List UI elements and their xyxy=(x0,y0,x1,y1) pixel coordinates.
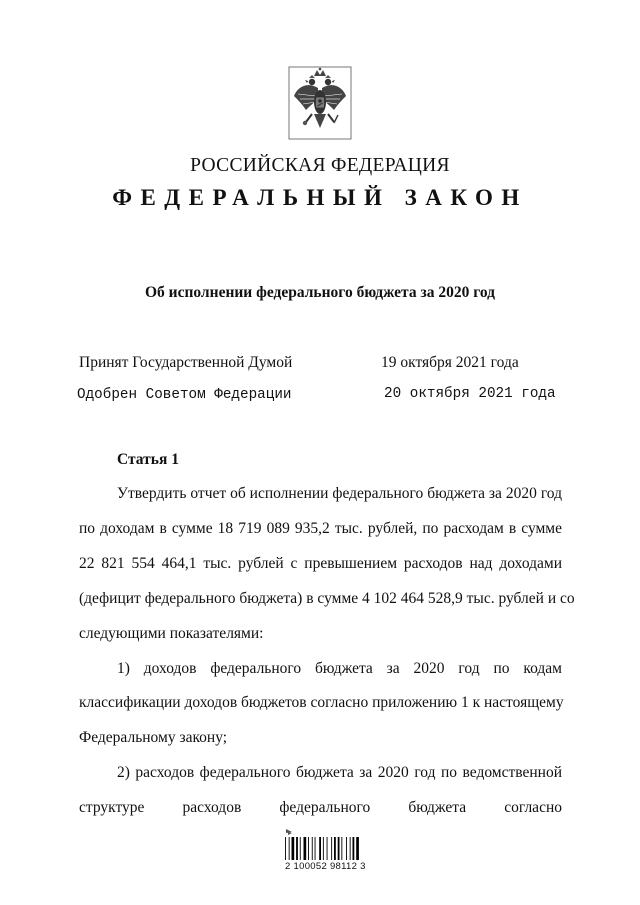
barcode-bar xyxy=(327,837,328,860)
barcode-bar xyxy=(289,837,290,860)
law-title: Об исполнении федерального бюджета за 2020 год xyxy=(144,284,496,301)
document-type: ФЕДЕРАЛЬНЫЙ ЗАКОН xyxy=(112,185,528,210)
barcode-bar xyxy=(308,837,309,860)
article-text-line: классификации доходов бюджетов согласно приложению 1 к настоящему xyxy=(79,694,564,711)
barcode-bar xyxy=(285,837,286,860)
article-text-line: следующими показателями: xyxy=(79,625,264,642)
barcode-bar xyxy=(323,837,324,860)
barcode-bar xyxy=(334,837,336,860)
barcode-bar xyxy=(346,837,347,860)
barcode-bar xyxy=(331,837,332,860)
barcode-bar xyxy=(304,837,307,860)
adopted-by-duma-label: Принят Государственной Думой xyxy=(79,354,293,371)
article-text-line: Утвердить отчет об исполнении федерального бюджета за 2020 год xyxy=(117,485,562,502)
adopted-date: 19 октября 2021 года xyxy=(381,354,519,371)
barcode-bar xyxy=(350,837,351,860)
article-list-item-1: 1) доходов федерального бюджета за 2020 год по кодам xyxy=(117,660,562,677)
barcode-bar xyxy=(341,837,342,860)
article-text-line: (дефицит федерального бюджета) в сумме 4 102 464 528,9 тыс. рублей и со xyxy=(79,590,575,607)
article-text-line: по доходам в сумме 18 719 089 935,2 тыс. рублей, по расходам в сумме xyxy=(79,520,562,537)
barcode-bar xyxy=(296,837,298,860)
article-text-line: Федеральному закону; xyxy=(79,729,228,746)
barcode-number: 2 100052 98112 3 xyxy=(285,861,366,872)
country-name: РОССИЙСКАЯ ФЕДЕРАЦИЯ xyxy=(190,155,450,176)
barcode-bar xyxy=(312,837,313,860)
barcode-bar xyxy=(319,837,321,860)
barcode-bar xyxy=(292,837,295,860)
article-text-line: 22 821 554 464,1 тыс. рублей с превышением расходов над доходами xyxy=(79,555,562,572)
barcode-bar xyxy=(315,837,316,860)
barcode-bar xyxy=(338,837,340,860)
approved-date: 20 октября 2021 года xyxy=(384,386,556,402)
article-heading: Статья 1 xyxy=(117,451,179,468)
barcode-bar xyxy=(356,837,359,860)
barcode-bar xyxy=(353,837,355,860)
article-list-item-2: 2) расходов федерального бюджета за 2020 год по ведомственной xyxy=(117,764,562,781)
approved-by-federation-council-label: Одобрен Советом Федерации xyxy=(77,387,292,403)
article-text-line: структуре расходов федерального бюджета согласно xyxy=(79,799,562,816)
barcode-bar xyxy=(300,837,301,860)
coat-of-arms-icon xyxy=(288,66,352,140)
